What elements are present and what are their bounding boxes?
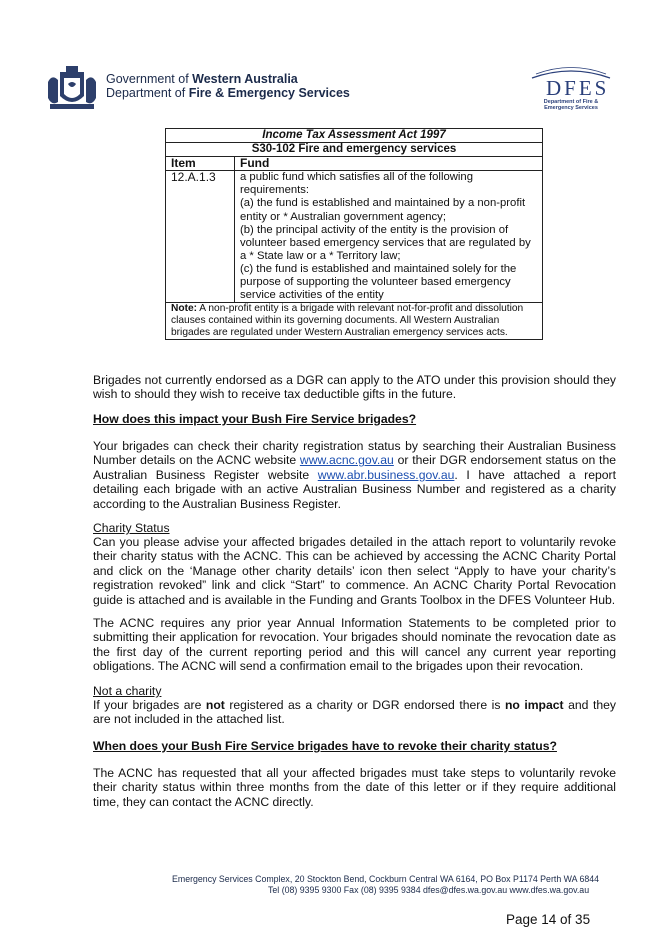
- government-name: Government of Western Australia: [106, 72, 298, 86]
- paragraph-dgr-apply: Brigades not currently endorsed as a DGR can apply to the ATO under this provision should they wish to should they wish to receive tax deductible gifts in the future.: [93, 373, 616, 402]
- subheading-charity-status: Charity Status: [93, 521, 170, 535]
- footer-address: Emergency Services Complex, 20 Stockton Bend, Cockburn Central WA 6164, PO Box P1174 Perth WA 6844: [172, 874, 600, 884]
- page-number: Page 14 of 35: [506, 912, 591, 927]
- dfes-logo-subtitle: Department of Fire & Emergency Services: [543, 99, 599, 111]
- paragraph-check-status: Your brigades can check their charity registration status by searching their Australian Business Number details on the ACNC website www.acnc.gov.au or their DGR endorsement status on the Australian Business Register website www.abr.business.gov.au. I have attached a report detailing each brigade with an active Australian Business Number and registered as a charity according to the Australian Business Register.: [93, 439, 617, 511]
- heading-when-revoke: When does your Bush Fire Service brigades have to revoke their charity status?: [93, 739, 557, 753]
- fund-description: a public fund which satisfies all of the following requirements: (a) the fund is established and maintained by a non-profit entity or * Australian government agency; (b) the principal activity of the entity is the provision of volunteer based emergency services that are regulated by a * State law or a * Territory law; (c) the fund is established and maintained solely for the purpose of supporting the volunteer based emergency service activities of the entity: [235, 171, 543, 303]
- wa-government-crest-logo: [46, 66, 98, 112]
- abr-website-link[interactable]: www.abr.business.gov.au: [317, 467, 455, 482]
- footer-contact: Tel (08) 9395 9300 Fax (08) 9395 9384 dfes@dfes.wa.gov.au www.dfes.wa.gov.au: [268, 885, 590, 895]
- column-header-item: Item: [166, 157, 235, 171]
- table-title: Income Tax Assessment Act 1997: [166, 129, 543, 143]
- subheading-not-a-charity: Not a charity: [93, 684, 162, 698]
- paragraph-not-a-charity: If your brigades are not registered as a charity or DGR endorsed there is no impact and they are not included in the attached list.: [93, 698, 617, 727]
- dfes-logo-text: DFES: [546, 76, 610, 100]
- paragraph-three-months: The ACNC has requested that all your affected brigades must take steps to voluntarily revoke their charity status within three months from the date of this letter or if they require additional time, they can contact the ACNC directly.: [93, 766, 616, 809]
- item-number: 12.A.1.3: [166, 171, 235, 303]
- acnc-website-link[interactable]: www.acnc.gov.au: [299, 453, 394, 468]
- column-header-fund: Fund: [235, 157, 543, 171]
- table-note: Note: A non-profit entity is a brigade with relevant not-for-profit and dissolution clauses contained within its governing documents. All Western Australian brigades are regulated under Western Australian emergency services acts.: [166, 303, 543, 340]
- table-subtitle: S30-102 Fire and emergency services: [166, 143, 543, 157]
- heading-impact: How does this impact your Bush Fire Service brigades?: [93, 412, 417, 426]
- paragraph-ais-requirement: The ACNC requires any prior year Annual Information Statements to be completed prior to submitting their application for revocation. Your brigades should nominate the revocation date as the first day of the current reporting period and this will cancel any current year reporting obligations. The ACNC will send a confirmation email to the brigades upon their revocation.: [93, 616, 616, 674]
- paragraph-revoke-instructions: Can you please advise your affected brigades detailed in the attach report to voluntarily revoke their charity status with the ACNC. This can be achieved by accessing the ACNC Charity Portal and click on the ‘Manage other charity details’ icon then select “Apply to have your charity’s registration revoked” link and click “Start” to commence. An ACNC Charity Portal Revocation guide is attached and is available in the Funding and Grants Toolbox in the DFES Volunteer Hub.: [93, 535, 616, 607]
- department-name: Department of Fire & Emergency Services: [106, 86, 350, 100]
- tax-act-table: [165, 128, 543, 340]
- table-row: [166, 171, 543, 303]
